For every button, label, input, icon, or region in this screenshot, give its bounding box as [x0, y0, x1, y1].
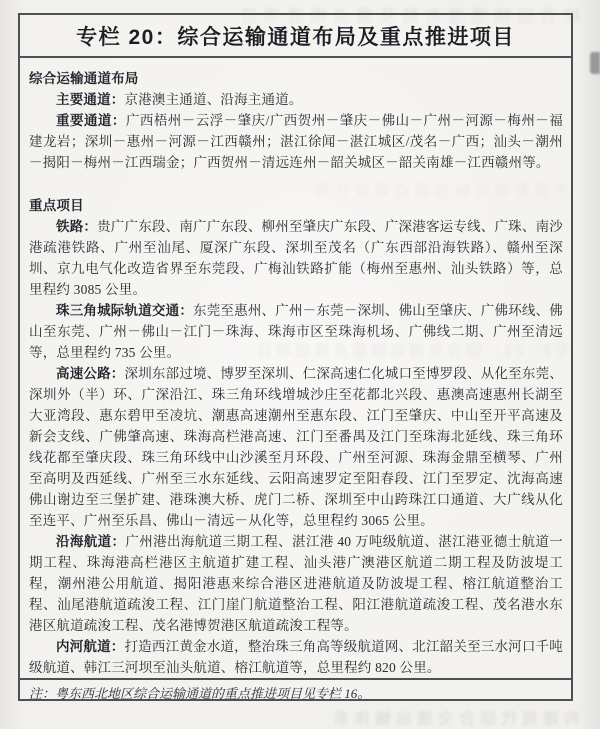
bleed-through-artifact: 专栏 21：综合交通运输重点推进项目 — [253, 343, 570, 360]
paragraph-intercity-rail — [29, 300, 563, 363]
box-title: 专栏 20：综合运输通道布局及重点推进项目 — [76, 25, 515, 49]
paragraph-text-expressways: 深圳东部过境、博罗至深圳、仁深高速仁化城口至博罗段、从化至东莞、深圳外（半）环、广深沿江、珠三角环线增城沙庄至花都北兴段、惠澳高速惠州长湖至大亚湾段、惠东碧甲至凌坑、潮惠高速潮州至惠东段、江门至肇庆、中山至开平高速及新会支线、广佛肇高速、珠海高栏港高速、江门至番禺及江门至珠海北延线、珠三角环线花都至肇庆段、珠三角环线中山沙溪至月环段、广州至河源、珠海金鼎至横琴、广州至高明及西延线、广州至三水东延线、云阳高速罗定至阳春段、江门至罗定、沈海高速佛山谢边至三堡扩建、港珠澳大桥、虎门二桥、深圳至中山跨珠江口通道、大广线从化至连平、广州至乐昌、佛山－清远－从化等，总里程约 3065 公里。 — [29, 366, 563, 528]
box-title-bar — [20, 15, 571, 58]
paragraph-label-important-corridors: 重要通道： — [56, 113, 126, 128]
paragraph-label-coastal-waterways: 沿海航道： — [56, 534, 126, 549]
paragraph-label-main-corridors: 主要通道： — [56, 92, 125, 107]
paragraph-text-intercity-rail: 东莞至惠州、广州－东莞－深圳、佛山至肇庆、广佛环线、佛山至东莞、广州－佛山－江门－珠海、珠海市区至珠海机场、广佛线二期、广州至清远等，总里程约 735 公里。 — [29, 303, 563, 360]
paragraph-railways — [29, 216, 563, 300]
bleed-through-artifact: 综合运输通道布局及重点推进项目 — [235, 7, 580, 26]
footnote-text: 注：粤东西北地区综合运输通道的重点推进项目见专栏 16。 — [29, 686, 371, 701]
scan-smudge-artifact — [590, 52, 600, 74]
paragraph-text-inland-waterways: 打造西江黄金水道，整治珠三角高等级航道网、北江韶关至三水河口千吨级航道、韩江三河坝至汕头航道、榕江航道等，总里程约 820 公里。 — [29, 639, 563, 675]
paragraph-text-important-corridors: 广西梧州－云浮－肇庆/广西贺州－肇庆－佛山－广州－河源－梅州－福建龙岩；深圳－惠州－河源－江西赣州；湛江徐闻－湛江城区/茂名－广西；汕头－潮州－揭阳－梅州－江西瑞金；广西贺州－清远连州－韶关城区－韶关南雄－江西赣州等。 — [29, 113, 564, 170]
paragraph-inland-waterways — [29, 636, 563, 678]
paragraph-label-expressways: 高速公路： — [56, 366, 125, 381]
paragraph-text-railways: 贵广广东段、南广广东段、柳州至肇庆广东段、广深港客运专线、广珠、南沙港疏港铁路、广州至汕尾、厦深广东段、深圳至茂名（广东西部沿海铁路）、赣州至深圳、京九电气化改造省界至东莞段、广梅汕铁路扩能（梅州至惠州、汕头铁路）等，总里程约 3085 公里。 — [29, 219, 563, 297]
paragraph-main-corridors — [29, 89, 563, 110]
bleed-through-artifact: 构建现代综合交通运输体系 — [327, 711, 580, 728]
paragraph-important-corridors — [29, 110, 563, 173]
column-20-box — [18, 13, 573, 701]
paragraph-label-railways: 铁路： — [56, 219, 98, 234]
paragraph-text-main-corridors: 京港澳主通道、沿海主通道。 — [124, 92, 303, 107]
section-heading-key-projects: 重点项目 — [29, 198, 84, 213]
paragraph-coastal-waterways — [29, 531, 563, 636]
section-heading-corridor-layout: 综合运输通道布局 — [29, 71, 139, 86]
paragraph-label-intercity-rail: 珠三角城际轨道交通： — [56, 303, 194, 318]
bleed-through-artifact: 主要发展目标与重点建设任务 — [309, 183, 570, 200]
paragraph-text-coastal-waterways: 广州港出海航道三期工程、湛江港 40 万吨级航道、湛江港亚德士航道一期工程、珠海港高栏港区主航道扩建工程、汕头港广澳港区航道二期工程及防波堤工程，潮州港公用航道、揭阳港惠来综合港区进港航道及防波堤工程、榕江航道整治工程、汕尾港航道疏浚工程、江门崖门航道整治工程、阳江港航道疏浚工程、茂名港水东港区航道疏浚工程、茂名港博贺港区航道疏浚工程等。 — [29, 534, 563, 633]
paragraph-expressways — [29, 363, 563, 531]
box-content — [20, 58, 571, 678]
footnote-bar — [20, 678, 571, 709]
paragraph-label-inland-waterways: 内河航道： — [56, 639, 125, 654]
